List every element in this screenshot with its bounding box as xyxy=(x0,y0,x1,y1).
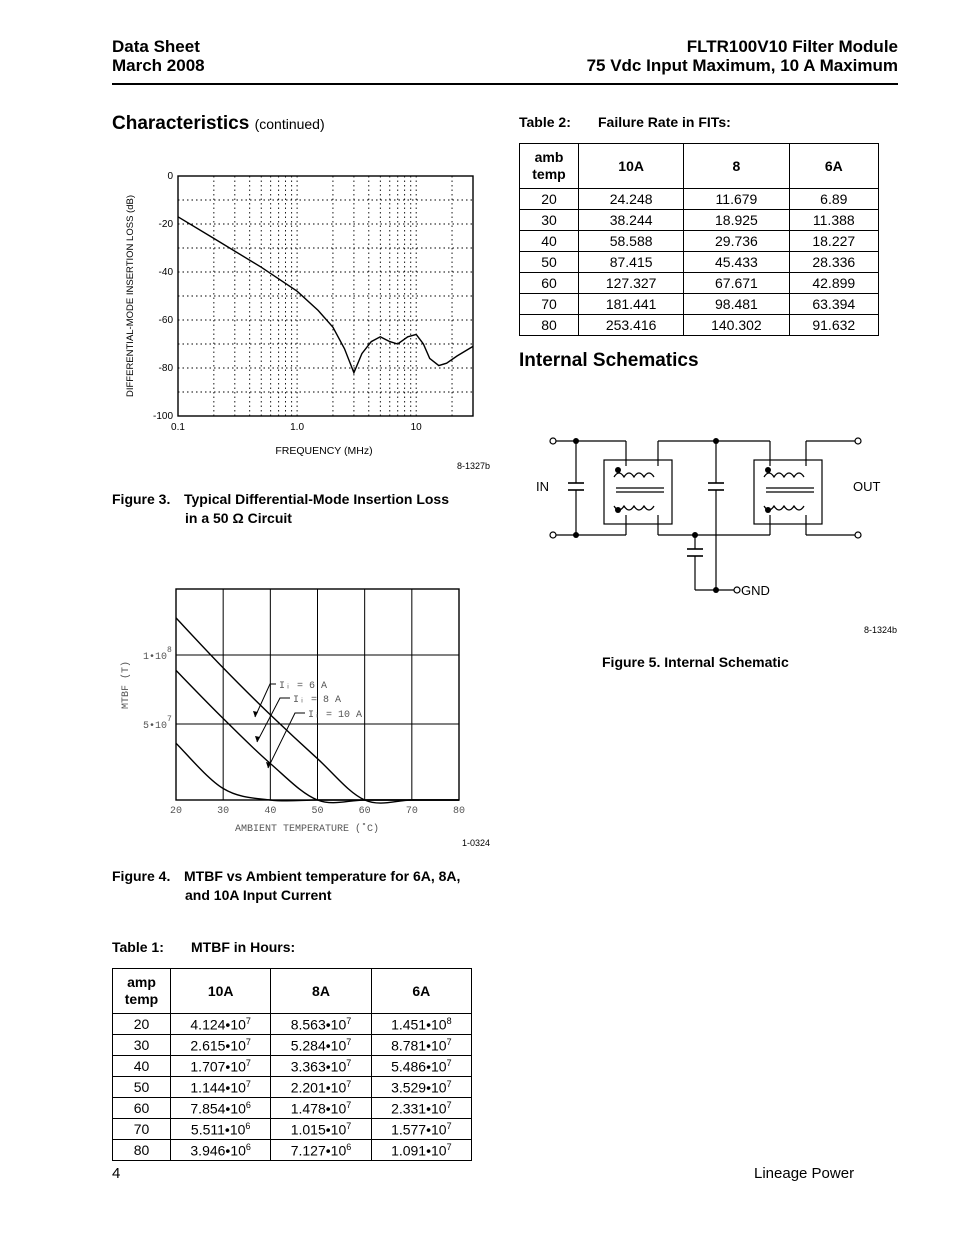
page-number: 4 xyxy=(112,1165,121,1182)
doc-date: March 2008 xyxy=(112,56,205,75)
mtbf-exponent: 7 xyxy=(346,1078,352,1089)
section-title-schematics: Internal Schematics xyxy=(519,350,699,371)
y-tick-label: -40 xyxy=(158,267,173,278)
x-tick-label: 50 xyxy=(311,806,324,817)
chart-grid xyxy=(178,176,473,416)
y-tick-label: 1•10 xyxy=(142,652,167,663)
mtbf-exponent: 8 xyxy=(446,1015,452,1026)
temp-cell: 70 xyxy=(113,1119,171,1140)
figure3-number: Figure 3. xyxy=(112,491,171,507)
header-amp: amp xyxy=(127,974,156,990)
table-row xyxy=(520,273,879,294)
table-row xyxy=(520,294,879,315)
x-tick-label: 1.0 xyxy=(290,422,305,433)
header-col-2: 8A xyxy=(271,969,371,1014)
header-right xyxy=(587,37,898,75)
gnd-terminal xyxy=(734,587,740,593)
temp-cell: 30 xyxy=(520,210,579,231)
plot-frame xyxy=(178,176,473,416)
mtbf-cell xyxy=(171,1035,271,1056)
internal-schematic xyxy=(530,430,881,610)
mtbf-cell xyxy=(171,1119,271,1140)
y-tick-label: 0 xyxy=(167,171,173,182)
mtbf-cell xyxy=(371,1098,471,1119)
x-axis-label: AMBIENT TEMPERATURE (˚C) xyxy=(234,824,380,835)
mtbf-cell xyxy=(371,1077,471,1098)
temp-cell: 40 xyxy=(113,1056,171,1077)
mtbf-exponent: 6 xyxy=(346,1141,352,1152)
mtbf-mantissa: 8.563•10 xyxy=(290,1016,347,1033)
figure3-caption xyxy=(112,490,449,528)
fit-cell: 63.394 xyxy=(789,294,878,315)
table1-label: Table 1: xyxy=(112,939,164,955)
legend-arrowhead xyxy=(253,711,258,717)
y-tick-exponent: 8 xyxy=(167,646,172,655)
table-row xyxy=(113,1140,472,1161)
fit-cell: 91.632 xyxy=(789,315,878,336)
fit-cell: 127.327 xyxy=(579,273,684,294)
figure5-caption: Figure 5. Internal Schematic xyxy=(602,654,789,670)
temp-cell: 80 xyxy=(113,1140,171,1161)
figure4-caption-line1: MTBF vs Ambient temperature for 6A, 8A, xyxy=(184,868,461,884)
x-tick-label: 20 xyxy=(169,806,183,817)
mtbf-exponent: 7 xyxy=(446,1036,452,1047)
mtbf-exponent: 7 xyxy=(446,1099,452,1110)
table-row xyxy=(113,1056,472,1077)
legend-label: Iᵢ = 8 A xyxy=(293,695,342,706)
figure4-caption-line2: and 10A Input Current xyxy=(185,887,332,903)
temp-cell: 30 xyxy=(113,1035,171,1056)
mtbf-exponent: 7 xyxy=(446,1120,452,1131)
header-col-2: 8 xyxy=(684,144,789,189)
company-name: Lineage Power xyxy=(754,1165,855,1182)
fit-cell: 18.227 xyxy=(789,231,878,252)
mtbf-exponent: 7 xyxy=(346,1015,352,1026)
y-axis-ticks xyxy=(143,646,172,732)
mtbf-exponent: 6 xyxy=(245,1120,251,1131)
mtbf-cell xyxy=(371,1035,471,1056)
mtbf-cell xyxy=(271,1119,371,1140)
mtbf-table xyxy=(112,968,472,1161)
mtbf-cell xyxy=(171,1077,271,1098)
doc-type: Data Sheet xyxy=(112,37,200,56)
fit-cell: 11.679 xyxy=(684,189,789,210)
header-col-1: 10A xyxy=(579,144,684,189)
legend-label: Iᵢ = 6 A xyxy=(279,681,328,692)
mtbf-mantissa: 7.127•10 xyxy=(290,1142,347,1159)
table-row xyxy=(113,1098,472,1119)
header-col-3: 6A xyxy=(789,144,878,189)
mtbf-cell xyxy=(271,1035,371,1056)
mtbf-exponent: 7 xyxy=(245,1057,251,1068)
header-temp: temp xyxy=(124,991,159,1007)
mtbf-exponent: 7 xyxy=(446,1141,452,1152)
figure3-caption-line2: in a 50 Ω Circuit xyxy=(185,510,292,526)
fit-cell: 11.388 xyxy=(789,210,878,231)
header-rule xyxy=(112,83,898,85)
characteristics-title-text: Characteristics xyxy=(112,113,250,134)
temp-cell: 70 xyxy=(520,294,579,315)
table-row xyxy=(113,1014,472,1035)
product-name: FLTR100V10 Filter Module xyxy=(686,37,898,56)
header-left xyxy=(112,37,205,75)
mtbf-mantissa: 1.091•10 xyxy=(391,1142,447,1159)
y-tick-label: -80 xyxy=(158,363,173,374)
mtbf-exponent: 7 xyxy=(446,1078,452,1089)
x-tick-label: 80 xyxy=(452,806,466,817)
table-row xyxy=(520,252,879,273)
mtbf-exponent: 7 xyxy=(346,1057,352,1068)
in-label: IN xyxy=(536,479,549,494)
table1-title-text: MTBF in Hours: xyxy=(191,939,296,955)
figure3-caption-line1: Typical Differential-Mode Insertion Loss xyxy=(184,491,450,507)
legend-leader-line xyxy=(257,698,290,742)
mtbf-cell xyxy=(171,1056,271,1077)
table-row xyxy=(520,231,879,252)
table-row xyxy=(520,189,879,210)
mtbf-cell xyxy=(171,1098,271,1119)
mtbf-exponent: 7 xyxy=(245,1015,251,1026)
mtbf-mantissa: 1.707•10 xyxy=(190,1058,246,1075)
mtbf-mantissa: 1.015•10 xyxy=(290,1121,347,1138)
fit-cell: 98.481 xyxy=(684,294,789,315)
mtbf-exponent: 7 xyxy=(346,1099,352,1110)
fit-cell: 253.416 xyxy=(579,315,684,336)
mtbf-cell xyxy=(271,1140,371,1161)
mtbf-cell xyxy=(371,1056,471,1077)
mtbf-exponent: 7 xyxy=(346,1036,352,1047)
mtbf-mantissa: 4.124•10 xyxy=(190,1016,246,1033)
mtbf-exponent: 6 xyxy=(245,1099,251,1110)
table2-title-text: Failure Rate in FITs: xyxy=(598,114,731,130)
figure4-caption xyxy=(112,867,460,905)
figure5-code: 8-1324b xyxy=(864,625,898,635)
table-header-row xyxy=(113,969,472,1014)
mtbf-exponent: 7 xyxy=(346,1120,352,1131)
x-axis-ticks xyxy=(170,806,465,817)
table-row xyxy=(520,315,879,336)
mtbf-cell xyxy=(371,1119,471,1140)
y-tick-label: -100 xyxy=(152,411,173,422)
y-axis-label: DIFFERENTIAL-MODE INSERTION LOSS (dB) xyxy=(125,195,136,397)
mtbf-cell xyxy=(271,1077,371,1098)
mtbf-chart xyxy=(110,580,490,840)
fit-cell: 6.89 xyxy=(789,189,878,210)
fit-cell: 87.415 xyxy=(579,252,684,273)
x-axis-ticks xyxy=(171,422,422,433)
x-tick-label: 40 xyxy=(264,806,277,817)
legend-label: Iᵢ = 10 A xyxy=(308,710,363,721)
table2-label: Table 2: xyxy=(519,114,571,130)
mtbf-cell xyxy=(371,1140,471,1161)
mtbf-exponent: 7 xyxy=(446,1057,452,1068)
fit-cell: 29.736 xyxy=(684,231,789,252)
temp-cell: 80 xyxy=(520,315,579,336)
fit-cell: 28.336 xyxy=(789,252,878,273)
y-tick-label: 5•10 xyxy=(142,721,167,732)
mtbf-cell xyxy=(271,1014,371,1035)
mtbf-mantissa: 2.331•10 xyxy=(391,1100,447,1117)
header-col-3: 6A xyxy=(371,969,471,1014)
x-tick-label: 30 xyxy=(217,806,230,817)
mtbf-mantissa: 8.781•10 xyxy=(391,1037,447,1054)
fit-cell: 18.925 xyxy=(684,210,789,231)
fit-cell: 58.588 xyxy=(579,231,684,252)
insertion-loss-chart xyxy=(110,165,500,475)
mtbf-mantissa: 1.577•10 xyxy=(391,1121,447,1138)
y-tick-label: -20 xyxy=(158,219,173,230)
temp-cell: 60 xyxy=(113,1098,171,1119)
mtbf-mantissa: 3.363•10 xyxy=(290,1058,347,1075)
fit-cell: 67.671 xyxy=(684,273,789,294)
y-tick-exponent: 7 xyxy=(167,715,172,724)
out-terminal-top xyxy=(855,438,861,444)
mtbf-mantissa: 2.615•10 xyxy=(190,1037,246,1054)
table2-title xyxy=(519,114,731,130)
mtbf-cell xyxy=(271,1056,371,1077)
figure3-code: 8-1327b xyxy=(457,461,491,471)
mtbf-mantissa: 3.529•10 xyxy=(391,1079,447,1096)
characteristics-continued: (continued) xyxy=(254,116,325,132)
mtbf-exponent: 7 xyxy=(245,1078,251,1089)
x-tick-label: 10 xyxy=(410,422,422,433)
mtbf-exponent: 7 xyxy=(245,1036,251,1047)
table-row xyxy=(520,210,879,231)
mtbf-exponent: 6 xyxy=(245,1141,251,1152)
fit-cell: 140.302 xyxy=(684,315,789,336)
legend-arrowhead xyxy=(255,736,260,742)
y-tick-label: -60 xyxy=(158,315,173,326)
table1-title xyxy=(112,939,295,955)
x-tick-label: 70 xyxy=(405,806,418,817)
in-terminal-top xyxy=(550,438,556,444)
table-row xyxy=(113,1119,472,1140)
fit-cell: 181.441 xyxy=(579,294,684,315)
y-axis-ticks xyxy=(153,171,173,422)
mtbf-mantissa: 3.946•10 xyxy=(190,1142,246,1159)
temp-cell: 20 xyxy=(113,1014,171,1035)
out-terminal-bottom xyxy=(855,532,861,538)
mtbf-mantissa: 2.201•10 xyxy=(290,1079,347,1096)
mtbf-cell xyxy=(271,1098,371,1119)
header-amb: amb xyxy=(534,149,564,165)
product-spec: 75 Vdc Input Maximum, 10 A Maximum xyxy=(586,56,898,75)
out-label: OUT xyxy=(853,479,881,494)
mtbf-mantissa: 5.284•10 xyxy=(290,1037,347,1054)
x-tick-label: 60 xyxy=(358,806,371,817)
mtbf-mantissa: 5.486•10 xyxy=(391,1058,447,1075)
fit-cell: 42.899 xyxy=(789,273,878,294)
temp-cell: 60 xyxy=(520,273,579,294)
temp-cell: 40 xyxy=(520,231,579,252)
mtbf-mantissa: 7.854•10 xyxy=(190,1100,246,1117)
mtbf-cell xyxy=(171,1140,271,1161)
failure-rate-table xyxy=(519,143,879,336)
mtbf-mantissa: 5.511•10 xyxy=(190,1121,246,1138)
header-amb-temp xyxy=(520,144,579,189)
table-row xyxy=(113,1077,472,1098)
figure4-number: Figure 4. xyxy=(112,868,171,884)
fit-cell: 45.433 xyxy=(684,252,789,273)
in-terminal-bottom xyxy=(550,532,556,538)
mtbf-mantissa: 1.451•10 xyxy=(391,1016,447,1033)
temp-cell: 50 xyxy=(113,1077,171,1098)
x-axis-label: FREQUENCY (MHz) xyxy=(275,445,373,457)
table-header-row xyxy=(520,144,879,189)
mtbf-mantissa: 1.478•10 xyxy=(290,1100,347,1117)
mtbf-cell xyxy=(371,1014,471,1035)
temp-cell: 50 xyxy=(520,252,579,273)
section-title-characteristics xyxy=(112,113,325,135)
header-temp: temp xyxy=(532,166,566,182)
mtbf-cell xyxy=(171,1014,271,1035)
temp-cell: 20 xyxy=(520,189,579,210)
y-axis-label: MTBF (T) xyxy=(121,660,132,710)
table-row xyxy=(113,1035,472,1056)
fit-cell: 24.248 xyxy=(579,189,684,210)
insertion-loss-curve xyxy=(178,217,473,373)
header-col-1: 10A xyxy=(171,969,271,1014)
gnd-label: GND xyxy=(741,583,770,598)
x-tick-label: 0.1 xyxy=(171,422,185,433)
legend-leader-line xyxy=(268,713,305,768)
mtbf-mantissa: 1.144•10 xyxy=(190,1079,246,1096)
figure4-code: 1-0324 xyxy=(462,838,491,848)
header-amp-temp xyxy=(113,969,171,1014)
fit-cell: 38.244 xyxy=(579,210,684,231)
